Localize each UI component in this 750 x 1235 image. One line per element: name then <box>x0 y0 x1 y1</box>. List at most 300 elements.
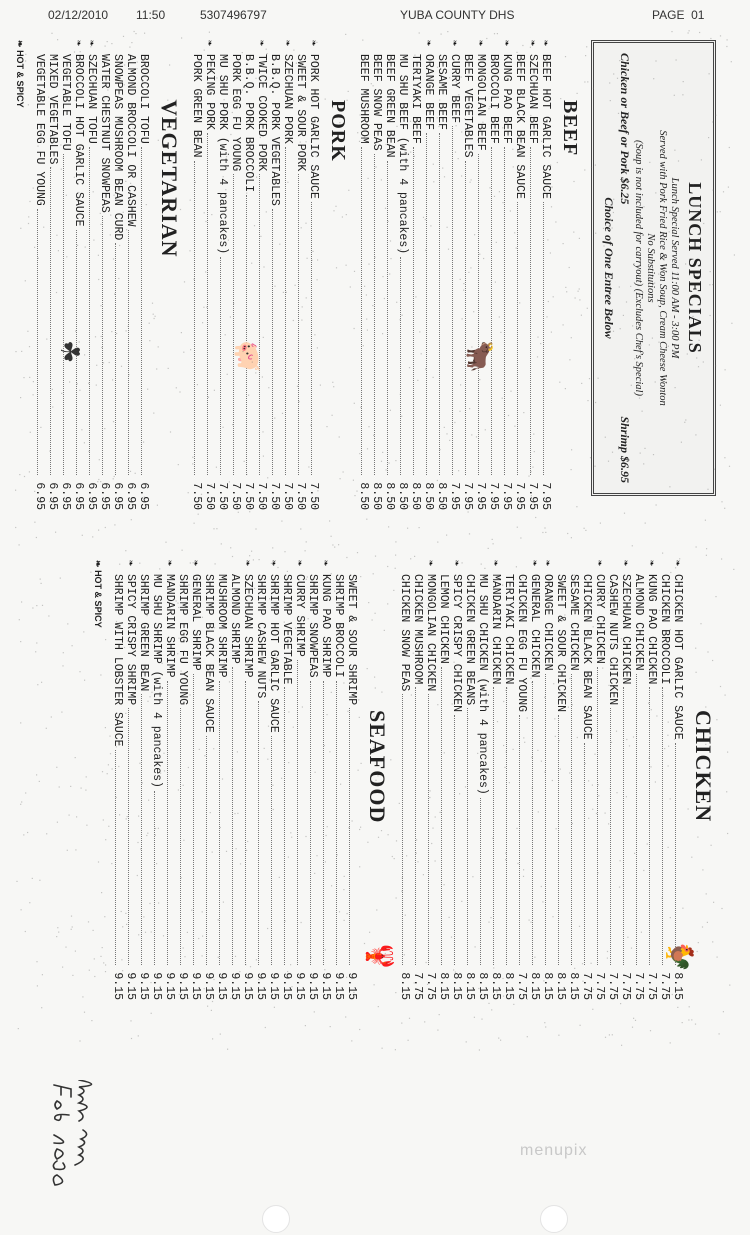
dot-leader <box>530 147 539 475</box>
menu-item-name: SHRIMP SNOWPEAS <box>306 574 319 678</box>
dot-leader <box>141 694 150 965</box>
lunch-no-subs: No Substitutions <box>645 233 656 303</box>
menu-item-price: 7.50 <box>229 482 242 510</box>
menu-item-price: 9.15 <box>319 972 332 1000</box>
dot-leader <box>558 715 567 965</box>
dot-leader <box>258 701 267 965</box>
menu-item-name: KUNG PAO SHRIMP <box>319 574 332 678</box>
seafood-list <box>111 560 358 1000</box>
dot-leader <box>400 257 409 475</box>
menu-item-price: 6.95 <box>98 482 111 510</box>
dot-leader <box>519 715 528 965</box>
menu-item <box>319 560 332 1000</box>
menu-item <box>463 560 476 1000</box>
menu-item-price: 9.15 <box>306 972 319 1000</box>
menu-item-name: MU SHU SHRIMP (with 4 pancakes) <box>150 574 163 788</box>
dot-leader <box>402 694 411 965</box>
dot-leader <box>128 230 137 475</box>
menu-item-name: CURRY BEEF <box>448 54 461 124</box>
chili-pepper-icon: ❧ <box>203 40 214 47</box>
dot-leader <box>180 708 189 965</box>
menu-item <box>632 560 645 1000</box>
menu-item-name: GENERAL SHRIMP <box>189 574 202 671</box>
lobster-icon: 🦞 <box>365 940 394 973</box>
menu-item-price: 6.95 <box>111 482 124 510</box>
menu-item-name: KUNG PAO BEEF <box>500 54 513 144</box>
menu-item-price: 9.15 <box>215 972 228 1000</box>
hot-spicy-legend-left: ❧ HOT & SPICY <box>15 40 25 108</box>
dot-leader <box>504 147 513 475</box>
menu-item-price: 7.50 <box>268 482 281 510</box>
menu-item <box>513 40 526 510</box>
menu-item-price: 9.15 <box>228 972 241 1000</box>
menu-item <box>580 560 593 1000</box>
menu-item-price: 8.50 <box>383 482 396 510</box>
menu-item-price: 8.15 <box>463 972 476 1000</box>
menu-item-name: LEMON CHICKEN <box>437 574 450 664</box>
menu-item-price: 6.95 <box>33 482 46 510</box>
menu-item <box>150 560 163 1000</box>
menu-item-price: 7.50 <box>242 482 255 510</box>
lunch-hours: Lunch Special Served 11:00 AM - 3:00 PM <box>669 177 680 359</box>
menu-item <box>422 40 435 510</box>
dot-leader <box>415 687 424 965</box>
lunch-choice: Choice of One Entree Below <box>602 197 616 339</box>
fax-number: 5307496797 <box>200 8 267 22</box>
menu-item <box>229 40 242 510</box>
dot-leader <box>297 660 306 965</box>
dot-leader <box>233 174 242 475</box>
menu-item-name: MU SHU PORK (with 4 pancakes) <box>216 54 229 255</box>
dot-leader <box>439 133 448 475</box>
chili-pepper-icon: ❧ <box>474 40 485 47</box>
menu-item <box>450 560 463 1000</box>
dot-leader <box>219 681 228 965</box>
menu-item-name: VEGETABLE EGG FU YOUNG <box>33 54 46 206</box>
menu-item-price: 9.15 <box>202 972 215 1000</box>
dot-leader <box>271 736 280 965</box>
dot-leader <box>478 154 487 475</box>
menu-item <box>398 560 411 1000</box>
menu-item-name: CURRY CHICKEN <box>593 574 606 664</box>
menu-item <box>645 560 658 1000</box>
menu-item-name: ALMOND SHRIMP <box>228 574 241 664</box>
menu-item-price: 8.15 <box>450 972 463 1000</box>
dot-leader <box>115 243 124 475</box>
menu-item-price: 9.15 <box>267 972 280 1000</box>
menu-item-price: 7.50 <box>255 482 268 510</box>
dot-leader <box>361 147 370 475</box>
menu-item-price: 9.15 <box>124 972 137 1000</box>
dot-leader <box>206 736 215 965</box>
menu-item-name: SNOWPEAS MUSHROOM BEAN CURD <box>111 54 124 241</box>
menu-item-name: ORANGE BEEF <box>422 54 435 130</box>
menu-item-name: MANDARIN CHICKEN <box>489 574 502 685</box>
dot-leader <box>246 195 255 475</box>
menu-item-price: 8.15 <box>398 972 411 1000</box>
menu-item-name: SHRIMP BLACK BEAN SAUCE <box>202 574 215 733</box>
hot-spicy-legend-right: ❧ HOT & SPICY <box>93 560 103 628</box>
menu-item <box>435 40 448 510</box>
dot-leader <box>543 202 552 475</box>
dot-leader <box>493 687 502 965</box>
dot-leader <box>428 694 437 965</box>
chili-pepper-icon: ❧ <box>293 560 304 567</box>
menu-item-name: SHRIMP VEGETABLE <box>280 574 293 685</box>
menu-item-price: 7.95 <box>513 482 526 510</box>
menu-item-price: 8.50 <box>396 482 409 510</box>
menu-item-price: 7.75 <box>580 972 593 1000</box>
menu-item-price: 8.15 <box>671 972 684 1000</box>
dot-leader <box>597 667 606 965</box>
menu-item <box>307 40 320 510</box>
menu-item <box>671 560 684 1000</box>
menu-item <box>515 560 528 1000</box>
menu-item-name: VEGETABLE TOFU <box>59 54 72 151</box>
menu-item-price: 8.15 <box>541 972 554 1000</box>
menu-item-name: SHRIMP WITH LOBSTER SAUCE <box>111 574 124 747</box>
dot-leader <box>50 167 59 475</box>
chili-pepper-icon: ❧ <box>450 560 461 567</box>
menu-item-name: SHRIMP GREEN BEAN <box>137 574 150 692</box>
ox-icon: 🐂 <box>465 340 494 373</box>
menu-item-name: BEEF VEGETABLES <box>461 54 474 158</box>
menu-item <box>526 40 539 510</box>
menu-item-name: MANDARIN SHRIMP <box>163 574 176 678</box>
menu-item-price: 9.15 <box>111 972 124 1000</box>
menu-item <box>98 40 111 510</box>
dot-leader <box>311 202 320 475</box>
menu-item-name: B.B.Q. PORK BROCCOLI <box>242 54 255 193</box>
chili-pepper-icon: ❧ <box>255 40 266 47</box>
menu-item <box>137 40 150 510</box>
menu-item-price: 6.95 <box>72 482 85 510</box>
menu-item-price: 7.75 <box>411 972 424 1000</box>
menu-item <box>476 560 489 1000</box>
menu-item-price: 8.15 <box>567 972 580 1000</box>
menu-item <box>658 560 671 1000</box>
menu-item-name: SESAME CHICKEN <box>567 574 580 671</box>
chili-pepper-icon: ❧ <box>93 560 103 568</box>
dot-leader <box>220 257 229 475</box>
dot-leader <box>649 687 658 965</box>
lunch-specials-title: LUNCH SPECIALS <box>685 182 705 354</box>
menu-item <box>190 40 203 510</box>
menu-item <box>215 560 228 1000</box>
menu-item <box>163 560 176 1000</box>
menu-item <box>280 560 293 1000</box>
menu-item <box>306 560 319 1000</box>
menu-item-name: SZECHUAN BEEF <box>526 54 539 144</box>
handwritten-note <box>14 1080 104 1220</box>
menu-item-name: BEEF GREEN BEAN <box>383 54 396 158</box>
chili-pepper-icon: ❧ <box>500 40 511 47</box>
menu-item-name: ORANGE CHICKEN <box>541 574 554 671</box>
chicken-list <box>398 560 684 1000</box>
chili-pepper-icon: ❧ <box>15 40 25 48</box>
menu-item-name: PORK GREEN BEAN <box>190 54 203 158</box>
menu-item-name: B.B.Q. PORK VEGETABLES <box>268 54 281 206</box>
menu-item-price: 9.15 <box>150 972 163 1000</box>
menu-item-price: 8.50 <box>409 482 422 510</box>
menu-item-price: 9.15 <box>293 972 306 1000</box>
dot-leader <box>259 174 268 475</box>
vegetarian-list <box>33 40 150 510</box>
menu-item <box>411 560 424 1000</box>
dot-leader <box>491 147 500 475</box>
menu-item-price: 7.75 <box>619 972 632 1000</box>
menu-item <box>332 560 345 1000</box>
dot-leader <box>465 161 474 475</box>
menu-item-name: MUSHROOM SHRIMP <box>215 574 228 678</box>
lunch-specials-box <box>591 40 716 496</box>
menu-item <box>242 40 255 510</box>
menu-item-price: 8.15 <box>502 972 515 1000</box>
lunch-soup-note: (Soup is not included for carryout) (Excludes Chef's Special) <box>633 140 644 396</box>
chili-pepper-icon: ❧ <box>671 560 682 567</box>
menu-item <box>176 560 189 1000</box>
beef-list <box>357 40 552 510</box>
menu-item <box>345 560 358 1000</box>
dot-leader <box>89 147 98 475</box>
menu-item-price: 7.95 <box>500 482 513 510</box>
dot-leader <box>193 674 202 965</box>
dot-leader <box>207 133 216 475</box>
chili-pepper-icon: ❧ <box>241 560 252 567</box>
dot-leader <box>662 687 671 965</box>
dot-leader <box>452 126 461 475</box>
dot-leader <box>675 743 684 965</box>
menu-item-name: SHRIMP BROCCOLI <box>332 574 345 678</box>
menu-item-name: SZECHUAN TOFU <box>85 54 98 144</box>
dot-leader <box>349 708 358 965</box>
menu-item-price: 7.75 <box>645 972 658 1000</box>
menu-item-name: BEEF HOT GARLIC SAUCE <box>539 54 552 199</box>
menu-item <box>357 40 370 510</box>
lunch-price-shrimp: Shrimp $6.95 <box>618 416 632 483</box>
menu-item-price: 6.95 <box>85 482 98 510</box>
menu-item-price: 8.50 <box>357 482 370 510</box>
dot-leader <box>167 681 176 965</box>
chili-pepper-icon: ❧ <box>72 40 83 47</box>
beef-heading: BEEF <box>559 100 581 157</box>
dot-leader <box>571 674 580 965</box>
menu-item-name: CHICKEN SNOW PEAS <box>398 574 411 692</box>
menu-item-name: PORK HOT GARLIC SAUCE <box>307 54 320 199</box>
dot-leader <box>285 147 294 475</box>
menu-item-price: 6.95 <box>46 482 59 510</box>
menu-item <box>528 560 541 1000</box>
menu-item-name: BEEF MUSHROOM <box>357 54 370 144</box>
menu-item-price: 7.75 <box>658 972 671 1000</box>
chicken-icon: 🐓 <box>665 940 694 973</box>
chili-pepper-icon: ❧ <box>281 40 292 47</box>
punch-hole <box>262 1205 290 1233</box>
menu-item <box>33 40 46 510</box>
menu-item <box>424 560 437 1000</box>
dot-leader <box>506 687 515 965</box>
menu-item-price: 7.95 <box>448 482 461 510</box>
seafood-heading: SEAFOOD <box>365 710 390 824</box>
menu-item <box>554 560 567 1000</box>
menu-item <box>124 560 137 1000</box>
dot-leader <box>245 681 254 965</box>
menu-item-price: 7.50 <box>203 482 216 510</box>
chili-pepper-icon: ❧ <box>526 40 537 47</box>
menu-item-name: MU SHU BEEF (with 4 pancakes) <box>396 54 409 255</box>
menu-item-name: TWICE COOKED PORK <box>255 54 268 172</box>
fax-page: PAGE 01 <box>652 8 705 22</box>
chili-pepper-icon: ❧ <box>267 560 278 567</box>
chili-pepper-icon: ❧ <box>539 40 550 47</box>
menu-item <box>539 40 552 510</box>
chili-pepper-icon: ❧ <box>645 560 656 567</box>
dot-leader <box>194 161 203 475</box>
menu-item <box>409 40 422 510</box>
chili-pepper-icon: ❧ <box>424 560 435 567</box>
dot-leader <box>467 708 476 965</box>
menu-item-price: 6.95 <box>137 482 150 510</box>
menu-item <box>46 40 59 510</box>
menu-item-price: 7.75 <box>606 972 619 1000</box>
menu-item-price: 9.15 <box>163 972 176 1000</box>
dot-leader <box>284 687 293 965</box>
right-column <box>92 560 724 1000</box>
chili-pepper-icon: ❧ <box>307 40 318 47</box>
menu-item <box>502 560 515 1000</box>
menu-item-name: PORK EGG FU YOUNG <box>229 54 242 172</box>
dot-leader <box>232 667 241 965</box>
menu-item-price: 9.15 <box>280 972 293 1000</box>
menu-item <box>541 560 554 1000</box>
menu-item-name: PEKING PORK <box>203 54 216 130</box>
menu-item <box>254 560 267 1000</box>
menu-item <box>203 40 216 510</box>
menu-item <box>85 40 98 510</box>
menu-item-price: 7.95 <box>539 482 552 510</box>
dot-leader <box>480 798 489 965</box>
menu-item-name: SHRIMP HOT GARLIC SAUCE <box>267 574 280 733</box>
menu-item <box>216 40 229 510</box>
menu-item-price: 7.75 <box>515 972 528 1000</box>
menu-item-name: CHICKEN EGG FU YOUNG <box>515 574 528 713</box>
menu-item-price: 7.75 <box>632 972 645 1000</box>
menu-item <box>111 560 124 1000</box>
menu-item-price: 7.50 <box>294 482 307 510</box>
menu-item-name: BEEF BLACK BEAN SAUCE <box>513 54 526 199</box>
menu-item-name: GENERAL CHICKEN <box>528 574 541 678</box>
chili-pepper-icon: ❧ <box>448 40 459 47</box>
dot-leader <box>623 687 632 965</box>
menu-item <box>202 560 215 1000</box>
chili-pepper-icon: ❧ <box>319 560 330 567</box>
menu-item-price: 8.15 <box>437 972 450 1000</box>
menu-item-name: BROCCOLI HOT GARLIC SAUCE <box>72 54 85 227</box>
menu-item-name: ALMOND BROCCOLI OR CASHEW <box>124 54 137 227</box>
menu-item <box>448 40 461 510</box>
menu-item-name: MONGOLIAN BEEF <box>474 54 487 151</box>
menu-item-name: KUNG PAO CHICKEN <box>645 574 658 685</box>
menu-item-name: CHICKEN MUSHROOM <box>411 574 424 685</box>
menu-item <box>267 560 280 1000</box>
watermark: menupix <box>520 1142 588 1159</box>
menu-item <box>500 40 513 510</box>
menu-item-name: CHICKEN BROCCOLI <box>658 574 671 685</box>
menu-item-price: 7.50 <box>216 482 229 510</box>
dot-leader <box>584 743 593 965</box>
menu-item-name: BEEF SNOW PEAS <box>370 54 383 151</box>
menu-item-name: SZECHUAN SHRIMP <box>241 574 254 678</box>
menu-item-price: 7.95 <box>461 482 474 510</box>
menu-item-name: BROCCOLI BEEF <box>487 54 500 144</box>
menu-item <box>294 40 307 510</box>
dot-leader <box>532 681 541 965</box>
menu-item-name: ALMOND CHICKEN <box>632 574 645 671</box>
lunch-price-meat: Chicken or Beef or Pork $6.25 <box>618 53 632 205</box>
menu-item <box>489 560 502 1000</box>
menu-item-name: SHRIMP EGG FU YOUNG <box>176 574 189 706</box>
menu-item-name: SWEET & SOUR CHICKEN <box>554 574 567 713</box>
dot-leader <box>426 133 435 475</box>
menu-item-name: SWEET & SOUR PORK <box>294 54 307 172</box>
menu-item-name: SESAME BEEF <box>435 54 448 130</box>
chili-pepper-icon: ❧ <box>528 560 539 567</box>
menu-item-price: 8.15 <box>489 972 502 1000</box>
chicken-heading: CHICKEN <box>691 710 716 823</box>
chili-pepper-icon: ❧ <box>541 560 552 567</box>
menu-item <box>228 560 241 1000</box>
fax-date: 02/12/2010 <box>48 8 109 22</box>
lunch-includes: Served with Pork Fried Rice & Won Soup, Cream Cheese Wonton <box>657 130 668 406</box>
menu-item-name: CASHEW NUTS CHICKEN <box>606 574 619 706</box>
menu-item <box>593 560 606 1000</box>
menu-item-name: BROCCOLI TOFU <box>137 54 150 144</box>
dot-leader <box>387 161 396 475</box>
dot-leader <box>128 708 137 965</box>
menu-item <box>370 40 383 510</box>
menu-item-price: 8.15 <box>476 972 489 1000</box>
menu-item-name: CURRY SHRIMP <box>293 574 306 657</box>
chili-pepper-icon: ❧ <box>619 560 630 567</box>
dot-leader <box>37 209 46 475</box>
menu-item-price: 7.95 <box>526 482 539 510</box>
menu-item <box>487 40 500 510</box>
menu-item <box>268 40 281 510</box>
menu-item <box>606 560 619 1000</box>
menu-item <box>567 560 580 1000</box>
dot-leader <box>323 681 332 965</box>
menu-item <box>474 40 487 510</box>
dot-leader <box>636 674 645 965</box>
pork-heading: PORK <box>327 100 349 162</box>
menu-item-name: CHICKEN GREEN BEANS <box>463 574 476 706</box>
menu-item <box>437 560 450 1000</box>
dot-leader <box>272 209 281 475</box>
menu-item-name: MIXED VEGETABLES <box>46 54 59 165</box>
menu-item-price: 7.50 <box>190 482 203 510</box>
menu-item <box>255 40 268 510</box>
menu-item <box>189 560 202 1000</box>
menu-item-name: WATER CHESTNUT SNOWPEAS <box>98 54 111 213</box>
dot-leader <box>336 681 345 965</box>
vegetarian-heading: VEGETARIAN <box>157 100 182 258</box>
menu-item-price: 8.50 <box>422 482 435 510</box>
menu-item-name: SWEET & SOUR SHRIMP <box>345 574 358 706</box>
chili-pepper-icon: ❧ <box>163 560 174 567</box>
menu-item-price: 8.50 <box>435 482 448 510</box>
menu-item-name: SZECHUAN PORK <box>281 54 294 144</box>
dot-leader <box>374 154 383 475</box>
